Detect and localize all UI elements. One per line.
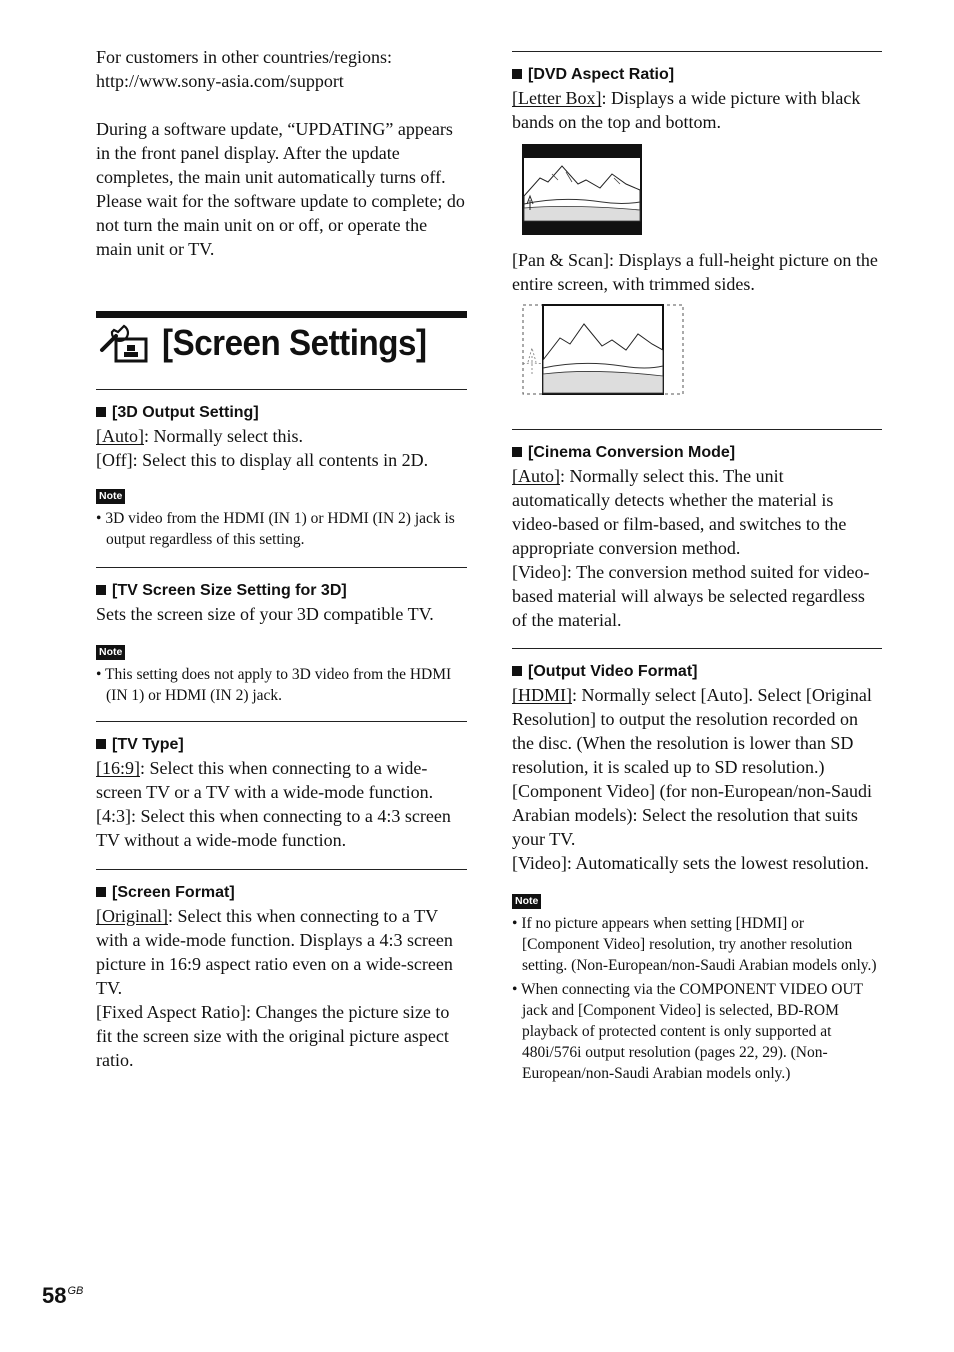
intro-line1: For customers in other countries/regions: [96, 47, 392, 67]
note-badge: Note [512, 891, 882, 909]
square-bullet-icon [96, 407, 106, 417]
option-text: [HDMI]: Normally select [Auto]. Select [Original Resolution] to output the resolution recorded on the disc. (When the resolution is lower than SD resolution, it is scaled up to SD resolution.) [512, 685, 872, 777]
option-text: [16:9]: Select this when connecting to a wide-screen TV or a TV with a wide-mode function. [96, 758, 434, 802]
option-text: [Original]: Select this when connecting to a TV with a wide-mode function. Displays a 4:3 screen picture in 16:9 aspect ratio even on a wide-screen TV. [96, 906, 453, 998]
section-heading: [Cinema Conversion Mode] [512, 442, 882, 464]
note-item: • If no picture appears when setting [HDMI] or [Component Video] resolution, try another resolution setting. (Non-European/non-Saudi Arabian models only.) [512, 915, 877, 974]
section-output-video [512, 661, 882, 1084]
section-cinema-conversion [512, 442, 882, 632]
square-bullet-icon [512, 69, 522, 79]
intro-url: http://www.sony-asia.com/support [96, 71, 344, 91]
pan-scan-illustration [522, 304, 684, 395]
option-text: [Off]: Select this to display all contents in 2D. [96, 450, 429, 470]
divider [512, 648, 882, 649]
section-heading: [Output Video Format] [512, 661, 882, 683]
intro-update-text: During a software update, “UPDATING” appears in the front panel display. After the update completes, the main unit automatically turns off. Please wait for the software update to complete; do not turn the main unit on or off, or operate the main unit or TV. [96, 119, 465, 259]
page-title: [Screen Settings] [162, 322, 427, 363]
section-heading: [TV Screen Size Setting for 3D] [96, 580, 467, 602]
square-bullet-icon [512, 666, 522, 676]
page-number: $58^{GB}$ [42, 1283, 84, 1308]
option-text: [4:3]: Select this when connecting to a 4:3 screen TV without a wide-mode function. [96, 806, 451, 850]
divider [512, 429, 882, 430]
divider [512, 51, 882, 52]
option-text: [Video]: Automatically sets the lowest resolution. [512, 853, 869, 873]
square-bullet-icon [512, 447, 522, 457]
section-heading: [DVD Aspect Ratio] [512, 64, 882, 86]
section-dvd-aspect [512, 64, 882, 134]
option-text: [Auto]: Normally select this. The unit automatically detects whether the material is video-based or film-based, and switches to the appropriate conversion method. [512, 466, 847, 558]
note-item: • 3D video from the HDMI (IN 1) or HDMI (IN 2) jack is output regardless of this setting. [96, 510, 455, 548]
section-text: Sets the screen size of your 3D compatible TV. [96, 604, 434, 624]
divider [96, 567, 467, 568]
section-heading: [Screen Format] [96, 882, 467, 904]
divider [96, 721, 467, 722]
square-bullet-icon [96, 585, 106, 595]
square-bullet-icon [96, 887, 106, 897]
setup-wrench-icon [98, 322, 150, 364]
section-screen-format [96, 882, 467, 1072]
note-item: • This setting does not apply to 3D video from the HDMI (IN 1) or HDMI (IN 2) jack. [96, 666, 452, 704]
section-heading: [TV Type] [96, 734, 467, 756]
option-text: [Pan & Scan]: Displays a full-height picture on the entire screen, with trimmed sides. [512, 250, 878, 294]
option-text: [Auto]: Normally select this. [96, 426, 303, 446]
title-bar [96, 311, 467, 318]
section-tv-screen-size [96, 580, 467, 706]
letterbox-illustration [522, 144, 642, 235]
note-item: • When connecting via the COMPONENT VIDEO OUT jack and [Component Video] is selected, BD-ROM playback of protected content is only supported at 480i/576i output resolution (pages 22, 29). (Non-European/non-Saudi Arabian models only.) [512, 981, 863, 1082]
note-badge: Note [96, 642, 467, 660]
option-text: [Fixed Aspect Ratio]: Changes the picture size to fit the screen size with the original picture aspect ratio. [96, 1002, 450, 1070]
section-tv-type [96, 734, 467, 852]
square-bullet-icon [96, 739, 106, 749]
option-text: [Letter Box]: Displays a wide picture with black bands on the top and bottom. [512, 88, 861, 132]
option-text: [Component Video] (for non-European/non-Saudi Arabian models): Select the resolution that suits your TV. [512, 781, 873, 849]
note-badge: Note [96, 486, 467, 504]
divider [96, 389, 467, 390]
section-heading: [3D Output Setting] [96, 402, 467, 424]
divider [96, 869, 467, 870]
section-3d-output [96, 402, 467, 550]
option-text: [Video]: The conversion method suited for video-based material will always be selected regardless of the material. [512, 562, 870, 630]
